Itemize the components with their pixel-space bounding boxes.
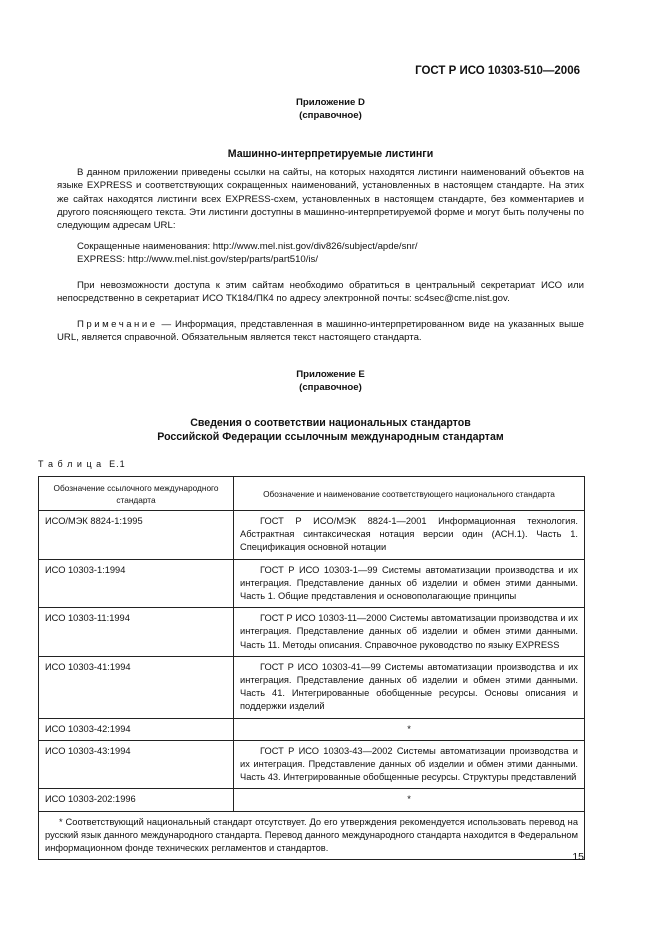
table-row xyxy=(39,608,585,657)
table-header-row xyxy=(39,477,585,511)
table-label: Т а б л и ц а Е.1 xyxy=(38,459,126,469)
national-standard-cell: * xyxy=(234,718,585,740)
url-list xyxy=(77,240,418,267)
correspondence-table xyxy=(38,476,585,860)
annex-d-paragraph-2: При невозможности доступа к этим сайтам необходимо обратиться в центральный секретариат ИСО или непосредственно в секретариат ИСО ТК184/ПК4 по адресу электронной почты: sc4sec@cme.nist.gov. xyxy=(57,280,584,305)
note-text: — Информация, представленная в машинно-интерпретированном виде на указанных выше URL, является справочной. Обязательным является текст настоящего стандарта. xyxy=(57,319,584,344)
table-row xyxy=(39,718,585,740)
international-standard-cell: ИСО 10303-41:1994 xyxy=(39,656,234,718)
header-international-standard: Обозначение ссылочного международного стандарта xyxy=(39,477,234,511)
table-footnote-row xyxy=(39,811,585,860)
header-national-standard: Обозначение и наименование соответствующего национального стандарта xyxy=(234,477,585,511)
annex-e-heading-line-2: Российской Федерации ссылочным международным стандартам xyxy=(157,431,504,443)
national-standard-cell: ГОСТ Р ИСО 10303-11—2000 Системы автоматизации производства и их интеграция. Представление данных об изделии и обмен этими данными. Часть 11. Методы описания. Справочное руководство по языку EXPRESS xyxy=(234,608,585,657)
national-standard-cell: ГОСТ Р ИСО/МЭК 8824-1—2001 Информационная технология. Абстрактная синтаксическая нотация версии один (АСН.1). Часть 1. Спецификация основной нотации xyxy=(234,511,585,560)
international-standard-cell: ИСО 10303-43:1994 xyxy=(39,740,234,789)
url-express[interactable]: EXPRESS: http://www.mel.nist.gov/step/parts/part510/is/ xyxy=(77,254,319,266)
document-id: ГОСТ Р ИСО 10303-510—2006 xyxy=(415,65,580,77)
international-standard-cell: ИСО 10303-11:1994 xyxy=(39,608,234,657)
table-row xyxy=(39,740,585,789)
url-short-names[interactable]: Сокращенные наименования: http://www.mel.nist.gov/div826/subject/apde/snr/ xyxy=(77,241,418,252)
annex-e-heading-line-1: Сведения о соответствии национальных стандартов xyxy=(190,417,471,429)
annex-d-paragraph-1: В данном приложении приведены ссылки на сайты, на которых находятся листинги наименований объектов на языке EXPRESS и соответствующих сокращенных наименований, установленных в настоящем стандарте. На этих же сайтах находятся листинги всех EXPRESS-схем, установленных в настоящем стандарте, без комментариев и другого поясняющего текста. Эти листинги доступны в машинно-интерпретируемой форме и могут быть получены по следующим адресам URL: xyxy=(57,167,584,232)
page-number: 15 xyxy=(572,851,584,863)
annex-e-title: Приложение Е xyxy=(296,369,365,380)
national-standard-cell: * xyxy=(234,789,585,811)
note-label: Примечание xyxy=(77,319,158,330)
table-row xyxy=(39,656,585,718)
table-row xyxy=(39,511,585,560)
international-standard-cell: ИСО 10303-42:1994 xyxy=(39,718,234,740)
annex-e-subtitle: (справочное) xyxy=(299,382,362,393)
national-standard-cell: ГОСТ Р ИСО 10303-1—99 Системы автоматизации производства и их интеграция. Представление данных об изделии и обмен этими данными. Часть 1. Общие представления и основополагающие принципы xyxy=(234,559,585,608)
annex-d-subtitle: (справочное) xyxy=(299,110,362,121)
annex-d-title: Приложение D xyxy=(296,97,365,108)
national-standard-cell: ГОСТ Р ИСО 10303-43—2002 Системы автоматизации производства и их интеграция. Представление данных об изделии и обмен этими данными. Часть 43. Интегрированные обобщенные ресурсы. Структуры представлений xyxy=(234,740,585,789)
annex-d-note xyxy=(57,318,584,345)
national-standard-cell: ГОСТ Р ИСО 10303-41—99 Системы автоматизации производства и их интеграция. Представление данных об изделии и обмен этими данными. Часть 41. Интегрированные обобщенные ресурсы. Основы описания и поддержки изделий xyxy=(234,656,585,718)
annex-d-heading: Машинно-интерпретируемые листинги xyxy=(227,148,434,160)
table-row xyxy=(39,789,585,811)
international-standard-cell: ИСО/МЭК 8824-1:1995 xyxy=(39,511,234,560)
table-footnote: * Соответствующий национальный стандарт отсутствует. До его утверждения рекомендуется использовать перевод на русский язык данного международного стандарта. Перевод данного международного стандарта находится в Федеральном информационном фонде технических регламентов и стандартов. xyxy=(39,811,585,860)
international-standard-cell: ИСО 10303-202:1996 xyxy=(39,789,234,811)
international-standard-cell: ИСО 10303-1:1994 xyxy=(39,559,234,608)
table-row xyxy=(39,559,585,608)
